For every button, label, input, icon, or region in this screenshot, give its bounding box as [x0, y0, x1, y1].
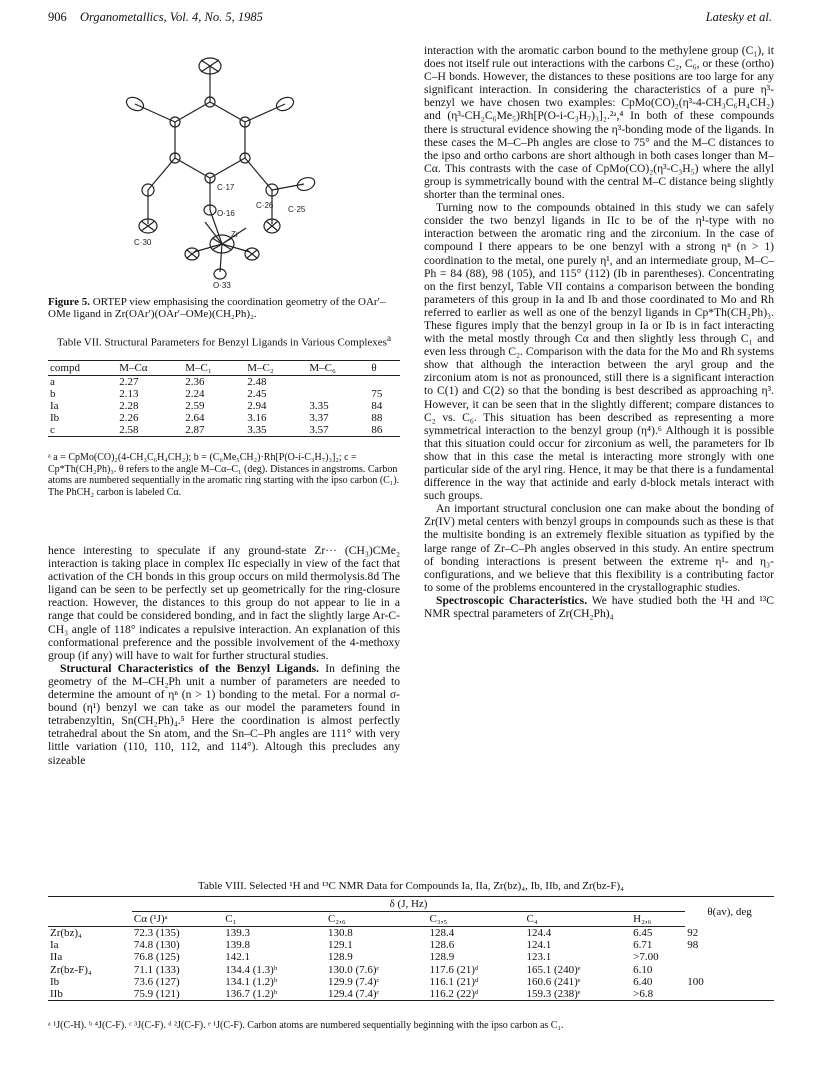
label-c26: C·26 — [256, 201, 274, 210]
table7-row — [48, 412, 400, 424]
table7-cell: 2.36 — [185, 376, 205, 388]
label-c17: C·17 — [217, 183, 235, 192]
table7-cell: 86 — [369, 424, 400, 437]
table8-cell: Zr(bz-F)₄ — [50, 963, 92, 976]
table7-header-row — [48, 361, 400, 376]
label-c25: C·25 — [288, 205, 306, 214]
table8-cell: 128.4 — [429, 927, 455, 939]
table8-cell: 72.3 (135) — [133, 927, 180, 939]
table7-cell: 3.35 — [245, 424, 307, 437]
figure-caption-label: Figure 5. — [48, 296, 90, 308]
table8-cell: Ia — [50, 939, 59, 952]
page-number: 906 — [48, 10, 67, 24]
table8-cell: 76.8 (125) — [133, 951, 180, 964]
body-paragraph: interaction with the aromatic carbon bound to the methylene group (C₁), it does not itself rule out interactions with the carbons C₂, C₆, or these (ortho) C–H bonds. However, the distances to these positions are too large for any significant interaction. In considering the characteristics of a pure η³-benzyl we have chosen two examples: CpMo(CO)₂(η³-4-CH₃C₆H₄CH₂) and (η³-CH₂C₆Me₅)Rh[P(O-i-C₃H₇)₃]₂.²ᵃ,⁴ In both of these compounds there is structural evidence showing the η³-bonding mode of the ligands. In these cases the M–C–Ph angles are close to 75° and the M–C distances to the ipso and ortho carbons are short although in both cases longer than M–Cα. This contrasts with the case of CpMo(CO)₂(η³-C₃H₅) where the allyl group is symmetrically bound with the central M–C distance being slightly shorter than the terminal ones. — [424, 44, 774, 202]
table8 — [48, 896, 774, 1001]
table8-cell: Ib — [50, 975, 60, 988]
table7-cell — [307, 388, 369, 400]
table7-cell: 2.59 — [185, 400, 205, 412]
table8-cell: 142.1 — [225, 951, 250, 964]
label-o33: O·33 — [213, 281, 231, 290]
table7-cell: 3.37 — [309, 412, 329, 424]
table7-cell: 2.13 — [119, 388, 139, 400]
table8-cell: 6.10 — [633, 963, 653, 976]
table8-cell: 128.9 — [429, 951, 455, 964]
table7-cell: Ia — [50, 400, 59, 412]
table8-cell: 124.1 — [526, 939, 552, 952]
table8-cell: 136.7 (1.2)ᵇ — [223, 988, 326, 1001]
table7-cell — [369, 376, 400, 389]
table7-row — [48, 400, 400, 412]
table8-cell: Zr(bz)₄ — [50, 927, 82, 939]
right-column — [424, 44, 774, 620]
table8-cell: 129.1 — [327, 939, 353, 952]
section-paragraph — [48, 662, 400, 767]
table7-row — [48, 388, 400, 400]
table7-cell: 2.24 — [185, 388, 205, 400]
table8-cell: IIa — [50, 951, 63, 964]
label-c30: C·30 — [134, 238, 152, 247]
table8-theta-header: θ(av), deg — [685, 897, 774, 927]
table8-cell: 6.71 — [633, 939, 653, 952]
table8-footnotes: ᵃ ¹J(C-H). ᵇ ⁴J(C-F). ᶜ ³J(C-F). ᵈ ²J(C-F). ᵉ ¹J(C-F). Carbon atoms are numbered sequentially beginning with the ipso carbon as C₁. — [48, 1020, 564, 1031]
table7-cell: 2.28 — [119, 400, 139, 412]
table7-row — [48, 424, 400, 437]
table7-title — [48, 332, 400, 349]
table8-header: H₂,₆ — [631, 912, 685, 927]
section-paragraph — [424, 594, 774, 620]
table8-cell: 100 — [687, 975, 704, 988]
table8-header: C₄ — [524, 912, 631, 927]
table8-row — [48, 951, 774, 963]
table7-cell: 3.57 — [307, 424, 369, 437]
table8-header: C₃,₅ — [428, 912, 525, 927]
label-zr: Zr — [231, 230, 239, 239]
table8-cell: 116.2 (22)ᵈ — [428, 988, 525, 1001]
table8-row — [48, 927, 774, 940]
table7-header: M–C₁ — [183, 361, 245, 376]
table8-cell: 116.1 (21)ᵈ — [429, 975, 479, 988]
table8-cell: 74.8 (130) — [133, 939, 180, 952]
table8-header: Cα (¹J)ᵃ — [132, 912, 223, 927]
table8-cell: 165.1 (240)ᵉ — [526, 963, 581, 976]
table8-cell: 98 — [687, 939, 699, 952]
table8-cell: 139.8 — [225, 939, 250, 952]
body-paragraph: An important structural conclusion one can make about the bonding of Zr(IV) metal centers with benzyl groups in compounds such as these is that the multisite bonding is an extremely flexible situation as typified by the large range of Zr–C–Ph angles observed in this study. An entire spectrum of bonding interactions is present between the extreme η¹- and η₃-configurations, and we believe that this flexibility is a contributing factor to some of the problems encountered in the crystallographic studies. — [424, 502, 774, 594]
table8-cell — [685, 964, 774, 976]
table7-cell: c — [48, 424, 117, 437]
table7-cell: 2.58 — [117, 424, 183, 437]
table7 — [48, 360, 400, 437]
table8-cell — [685, 988, 774, 1001]
left-column — [48, 544, 400, 767]
table7-cell: 2.26 — [119, 412, 139, 424]
table7-cell: b — [50, 388, 56, 400]
table8-header-row — [48, 912, 774, 927]
table8-cell: 130.0 (7.6)ᶜ — [327, 963, 380, 976]
table7-cell: 2.45 — [247, 388, 267, 400]
table8-cell: 159.3 (238)ᵉ — [524, 988, 631, 1001]
table7-title-footnote-mark: a — [386, 333, 392, 343]
table8-cell: 129.4 (7.4)ᶜ — [326, 988, 428, 1001]
table8-cell: 128.9 — [327, 951, 353, 964]
table7-row — [48, 376, 400, 389]
table8-cell: 71.1 (133) — [133, 963, 180, 976]
table7-cell: 3.35 — [309, 400, 329, 412]
table7-header: θ — [369, 361, 400, 376]
table8-cell: 73.6 (127) — [133, 975, 180, 988]
table8-cell: >6.8 — [631, 988, 685, 1001]
table8-cell: 130.8 — [327, 927, 353, 939]
table8-title: Table VIII. Selected ¹H and ¹³C NMR Data for Compounds Ia, IIa, Zr(bz)₄, Ib, IIb, and Zr(bz-F)₄ — [198, 880, 624, 892]
table8-cell: 124.4 — [526, 927, 552, 939]
table8-row — [48, 939, 774, 951]
ortep-drawing — [60, 40, 390, 292]
table8-cell: 117.6 (21)ᵈ — [429, 963, 479, 976]
table7-cell: a — [50, 376, 55, 388]
table8-cell: IIb — [48, 988, 132, 1001]
table8-row — [48, 964, 774, 976]
table8-cell: 134.1 (1.2)ᵇ — [225, 975, 278, 988]
table8-cell: >7.00 — [633, 951, 659, 964]
table7-cell: 75 — [371, 388, 383, 400]
table8-cell — [685, 951, 774, 963]
table8-cell: 129.9 (7.4)ᶜ — [327, 975, 380, 988]
section-text: In defining the geometry of the M–CH₂Ph unit a number of parameters are needed to determine the amount of ηⁿ (n > 1) bonding to the metal. For a normal σ-bound (η¹) benzyl we can take as our model the parameters found in tetrabenzyltin, Sn(CH₂Ph)₄.⁵ Here the coordination is almost perfectly tetrahedral about the Sn atom, and the Sn–C–Ph angles are 111° with very little variation (110, 110, 112, and 114°). Altough this precludes any sizeable — [48, 661, 400, 767]
running-header — [48, 10, 772, 28]
table8-header: C₂,₆ — [326, 912, 428, 927]
table7-cell: 3.16 — [247, 412, 267, 424]
table7-cell — [307, 376, 369, 389]
label-o16: O·16 — [217, 209, 235, 218]
figure-caption — [48, 296, 400, 321]
table8-cell: 134.4 (1.3)ᵇ — [225, 963, 278, 976]
table8-cell: 75.9 (121) — [132, 988, 223, 1001]
table8-cell: 123.1 — [526, 951, 552, 964]
table8-cell: 139.3 — [225, 927, 250, 939]
table7-cell: 84 — [371, 400, 383, 412]
table8-row — [48, 976, 774, 988]
table8-group-header: δ (J, Hz) — [132, 897, 685, 912]
table8-cell: 128.6 — [429, 939, 455, 952]
section-heading: Spectroscopic Characteristics. — [436, 593, 588, 607]
table7-cell: Ib — [50, 412, 60, 424]
table8-cell: 6.40 — [633, 975, 653, 988]
table7-header: M–C₆ — [307, 361, 369, 376]
table7-cell: 2.87 — [183, 424, 245, 437]
table7-header: compd — [48, 361, 117, 376]
table8-header: C₁ — [223, 912, 326, 927]
table7-cell: 2.94 — [247, 400, 267, 412]
table7-cell: 2.48 — [247, 376, 267, 388]
table7-cell: 88 — [371, 412, 383, 424]
table8-group-header-row — [48, 897, 774, 912]
ortep-figure — [60, 40, 390, 292]
figure-caption-text: ORTEP view emphasising the coordination geometry of the OAr′–OMe ligand in Zr(OAr′)(OAr′–OMe)(CH₂Ph)₂. — [48, 296, 386, 321]
table7-cell: 2.64 — [185, 412, 205, 424]
journal-title: Organometallics, Vol. 4, No. 5, 1985 — [80, 10, 263, 24]
table7-title-text: Table VII. Structural Parameters for Benzyl Ligands in Various Complexes — [56, 336, 387, 349]
table7-cell: 2.27 — [119, 376, 139, 388]
table8-row — [48, 988, 774, 1001]
table7-header: M–Cα — [117, 361, 183, 376]
table8-cell: 6.45 — [633, 927, 653, 939]
body-paragraph: hence interesting to speculate if any ground-state Zr··· (CH₃)CMe₂ interaction is taking place in complex IIc especially in view of the fact that activation of the CH bonds in this group occurs on mild thermolysis.8d The ligand can be seen to be perfectly set up geometrically for the ring-closure reaction. However, the distances to this group do not appear to lie in a range that could be considered bonding, and in fact the slightly large Ar-C-CH₃ angle of 118° indicates a repulsive interaction. An explanation of this conformational preference and the possible involvement of the 4-methoxy group (if any) will have to wait for further structural studies. — [48, 544, 400, 662]
section-text: We have studied both the ¹H and ¹³C NMR spectral parameters of Zr(CH₂Ph)₄ — [424, 593, 775, 621]
table8-cell: 160.6 (241)ᵉ — [526, 975, 581, 988]
body-paragraph: Turning now to the compounds obtained in this study we can safely consider the two benzyl ligands in IIc to be of the η¹-type with no interaction between the aromatic ring and the zirconium. In the case of compound I there appears to be one benzyl with a strong ηⁿ (n > 1) coordination to the metal, one purely η¹, and an intermediate group, M–C–Ph = 84 (88), 98 (105), and 115° (112) (Ib in parentheses). Concentrating on the first benzyl, Table VII contains a comparison between the bonding parameters of this group in Ia and Ib and those coordinated to Mo and Rh referred to earlier as well as one of the benzyl ligands in Cp*Th(CH₂Ph)₃. These figures imply that the benzyl group in Ia or Ib is in fact interacting with the metal mostly through Cα and then slightly less through C₁ and even less through C₂. Comparison with the data for the Mo and Rh systems show that although the interaction between the aryl group and the zirconium atom is not as pronounced, still there is a significant interaction to C(1) and C(2) so that the bonding is best described as approaching η³. However, it can be seen that in the slightly different; compare distances to C₂ vs. C₆. This situation has been described as representing a more symmetrical interaction to the benzyl group (η⁴).⁶ Although it is possible that this situation could occur for zirconium as well, the parameters for Ib show that in this case the metal is interacting more strongly with one particular side of the aryl ring. Hence, it may be that there is a fundamental difference in the way that actinide and early d-block metals interact with such groups. — [424, 201, 774, 503]
author-running-head: Latesky et al. — [705, 10, 772, 24]
table7-footnotes: ᵃ a = CpMo(CO)₂(4-CH₃C₆H₄CH₂); b = (C₆Me₅CH₂)·Rh[P(O-i-C₃H₇)₃]₂; c = Cp*Th(CH₂Ph)₃. θ refers to the angle M–Cα–C₁ (deg). Distances in angstroms. Carbon atoms are numbered sequentially in the aromatic ring starting with the ipso carbon (C₁). The PhCH₂ carbon is labeled Cα. — [48, 452, 400, 498]
table7-header: M–C₂ — [245, 361, 307, 376]
table8-cell: 92 — [687, 926, 699, 939]
section-heading: Structural Characteristics of the Benzyl Ligands. — [60, 661, 320, 675]
